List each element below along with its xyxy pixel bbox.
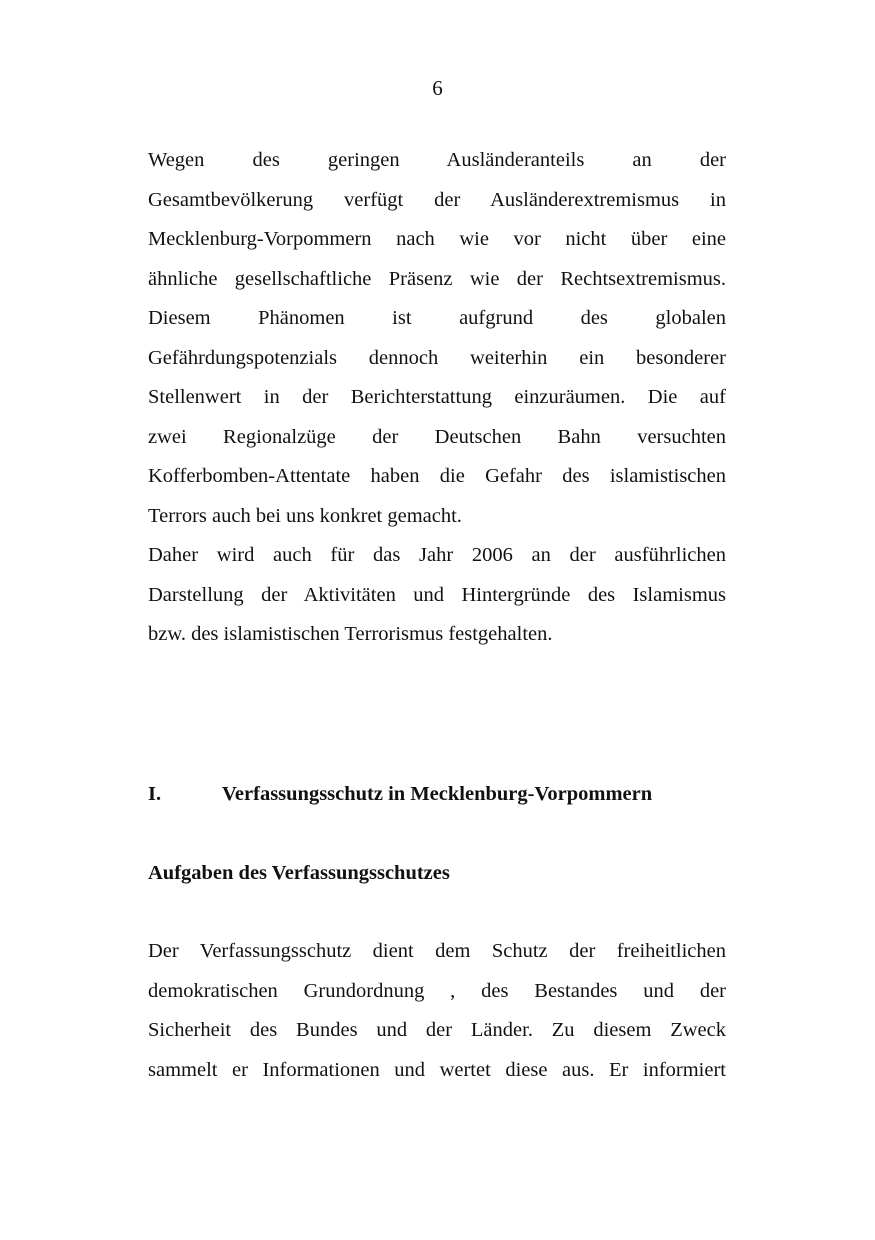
chapter-number: I. — [148, 783, 162, 805]
intro-paragraph-1 — [148, 148, 726, 543]
text-line: Gesamtbevölkerung verfügt der Ausländerextremismus in — [148, 188, 726, 211]
intro-paragraph-2 — [148, 543, 726, 662]
text-line: Terrors auch bei uns konkret gemacht. — [148, 504, 462, 527]
text-line: sammelt er Informationen und wertet diese aus. Er informiert — [148, 1058, 726, 1081]
text-line: Gefährdungspotenzials dennoch weiterhin ein besonderer — [148, 346, 726, 369]
chapter-heading — [148, 782, 748, 806]
section-heading: Aufgaben des Verfassungsschutzes — [148, 862, 450, 884]
text-line: zwei Regionalzüge der Deutschen Bahn versuchten — [148, 425, 726, 448]
text-line: Wegen des geringen Ausländeranteils an der — [148, 149, 726, 171]
text-line: Sicherheit des Bundes und der Länder. Zu diesem Zweck — [148, 1019, 726, 1041]
text-line: Daher wird auch für das Jahr 2006 an der ausführlichen — [148, 544, 726, 566]
chapter-title: Verfassungsschutz in Mecklenburg-Vorpommern — [222, 783, 653, 805]
page-number: 6 — [432, 76, 443, 100]
text-line: Der Verfassungsschutz dient dem Schutz der freiheitlichen — [148, 940, 726, 962]
text-line: demokratischen Grundordnung , des Bestandes und der — [148, 979, 726, 1002]
text-line: Diesem Phänomen ist aufgrund des globalen — [148, 307, 726, 329]
text-line: ähnliche gesellschaftliche Präsenz wie der Rechtsextremismus. — [148, 267, 726, 290]
body-paragraph — [148, 939, 726, 1097]
text-line: Kofferbomben-Attentate haben die Gefahr des islamistischen — [148, 465, 726, 487]
text-line: Mecklenburg-Vorpommern nach wie vor nicht über eine — [148, 228, 726, 250]
text-line: Stellenwert in der Berichterstattung einzuräumen. Die auf — [148, 386, 726, 408]
text-line: bzw. des islamistischen Terrorismus festgehalten. — [148, 623, 553, 645]
text-line: Darstellung der Aktivitäten und Hintergründe des Islamismus — [148, 583, 726, 606]
